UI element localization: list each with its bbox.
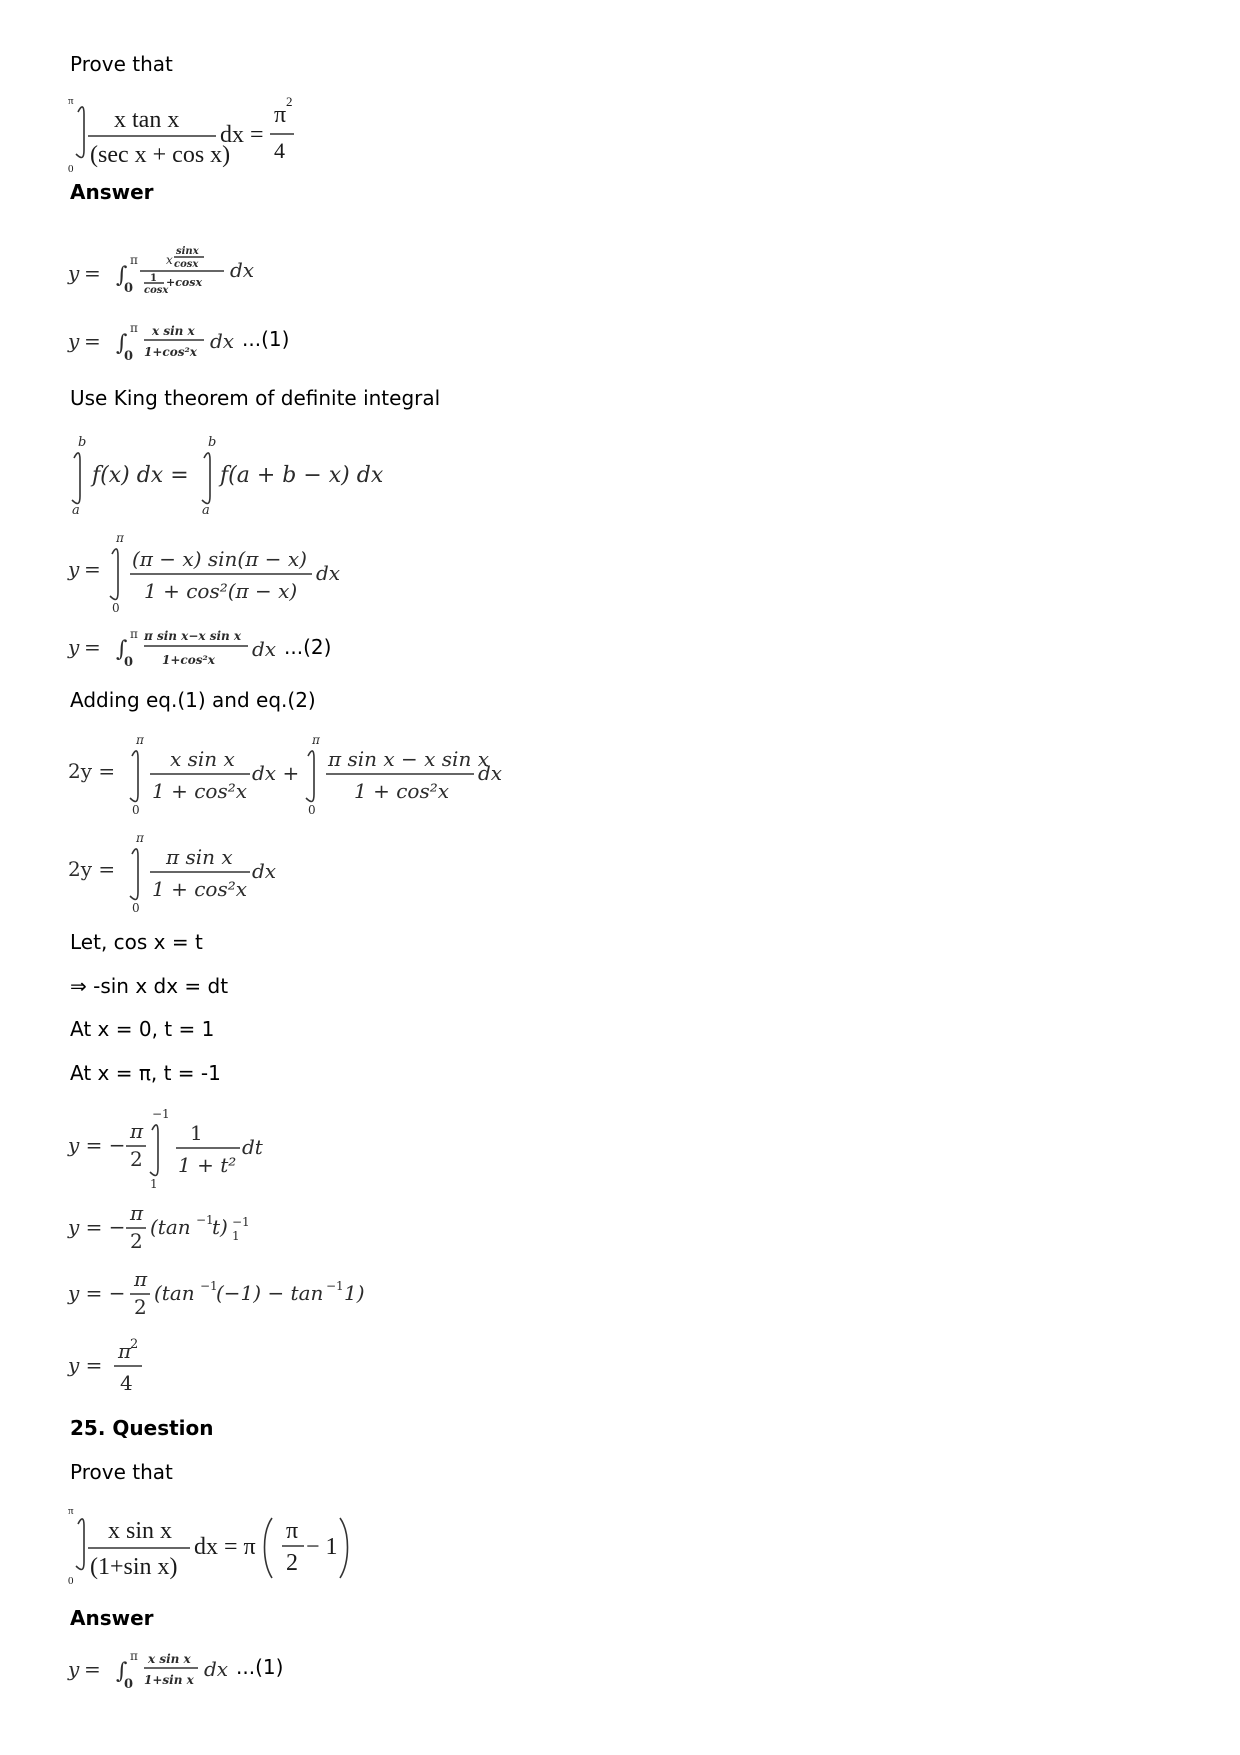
svg-text:−1: −1: [326, 1279, 344, 1293]
equation-1: [64, 322, 364, 368]
svg-text:=: =: [84, 635, 101, 659]
svg-text:π: π: [118, 1339, 132, 1363]
svg-text:cosx: cosx: [144, 285, 169, 296]
svg-text:0: 0: [68, 1575, 74, 1587]
evaluated-limits-equation: [64, 1266, 404, 1326]
svg-text:+cosx: +cosx: [166, 276, 203, 289]
svg-text:2y =: 2y =: [68, 759, 116, 783]
svg-text:π: π: [130, 1649, 138, 1663]
svg-text:y: y: [68, 557, 80, 581]
svg-text:π: π: [136, 831, 144, 845]
svg-text:−1: −1: [196, 1213, 214, 1227]
svg-text:4: 4: [274, 138, 285, 163]
equation-1-label: ...(1): [242, 327, 290, 351]
svg-text:1: 1: [190, 1121, 203, 1145]
substituted-integral: [64, 1106, 324, 1190]
question-heading: 25. Question: [70, 1416, 214, 1440]
svg-text:0: 0: [124, 655, 134, 670]
svg-text:1 + t²: 1 + t²: [178, 1153, 237, 1177]
svg-text:π: π: [68, 1505, 74, 1517]
svg-text:(tan: (tan: [150, 1215, 191, 1239]
svg-text:(1+sin x): (1+sin x): [90, 1554, 178, 1580]
svg-text:∫: ∫: [116, 1659, 128, 1684]
svg-text:=: =: [84, 329, 101, 353]
final-result-equation: [64, 1334, 224, 1402]
svg-text:1: 1: [150, 1177, 158, 1191]
svg-text:(π − x) sin(π − x): (π − x) sin(π − x): [132, 547, 307, 571]
svg-text:dx = π: dx = π: [194, 1534, 256, 1560]
king-theorem-text: Use King theorem of definite integral: [70, 386, 441, 410]
svg-text:y = −: y = −: [68, 1133, 126, 1157]
svg-text:dx: dx: [316, 561, 341, 585]
svg-text:dx: dx: [230, 258, 255, 282]
svg-text:0: 0: [112, 601, 120, 615]
svg-text:−1: −1: [232, 1215, 250, 1229]
svg-text:1: 1: [150, 273, 157, 284]
svg-text:x: x: [166, 253, 173, 267]
svg-text:f(a + b − x) dx: f(a + b − x) dx: [220, 463, 384, 488]
svg-text:dx: dx: [252, 637, 277, 661]
svg-text:2y =: 2y =: [68, 857, 116, 881]
svg-text:0: 0: [132, 901, 140, 915]
svg-text:π: π: [130, 321, 138, 335]
lower-limit-text: At x = 0, t = 1: [70, 1017, 215, 1041]
svg-text:dx: dx: [204, 1657, 229, 1681]
svg-text:a: a: [202, 503, 210, 518]
svg-text:∫: ∫: [116, 331, 128, 356]
svg-text:π: π: [312, 733, 320, 747]
svg-text:2: 2: [130, 1337, 139, 1352]
svg-text:π: π: [130, 1201, 144, 1225]
svg-text:∫: ∫: [116, 263, 128, 288]
svg-text:1 + cos²x: 1 + cos²x: [354, 779, 449, 803]
svg-text:dx =: dx =: [220, 122, 264, 148]
svg-text:x sin x: x sin x: [108, 1518, 173, 1544]
combined-equation: [64, 830, 324, 914]
upper-limit-text: At x = π, t = -1: [70, 1061, 221, 1085]
svg-text:y: y: [68, 635, 80, 659]
svg-text:=: =: [84, 261, 101, 285]
problem-equation-2: [64, 1502, 364, 1586]
svg-text:π: π: [274, 102, 287, 128]
svg-text:0: 0: [132, 803, 140, 817]
adding-text: Adding eq.(1) and eq.(2): [70, 688, 316, 712]
equation-2-label: ...(2): [284, 635, 332, 659]
prompt-text-2: Prove that: [70, 1460, 173, 1484]
svg-text:− 1: − 1: [306, 1534, 338, 1560]
svg-text:y =: y =: [68, 1353, 103, 1377]
svg-text:0: 0: [308, 803, 316, 817]
svg-text:b: b: [208, 435, 217, 450]
svg-text:(sec x + cos x): (sec x + cos x): [90, 142, 231, 168]
svg-text:2: 2: [286, 1550, 298, 1576]
svg-text:π: π: [68, 95, 74, 107]
problem-equation: [64, 92, 364, 175]
svg-text:(−1) − tan: (−1) − tan: [216, 1281, 324, 1305]
svg-text:=: =: [84, 557, 101, 581]
svg-text:−1: −1: [200, 1279, 218, 1293]
svg-text:1 + cos²(π − x): 1 + cos²(π − x): [144, 579, 298, 603]
svg-text:y: y: [68, 261, 80, 285]
substitution-text: Let, cos x = t: [70, 930, 203, 954]
svg-text:π: π: [116, 531, 124, 545]
svg-text:π sin x: π sin x: [166, 845, 233, 869]
svg-text:2: 2: [134, 1295, 147, 1319]
svg-text:y = −: y = −: [68, 1281, 126, 1305]
svg-text:∫: ∫: [116, 637, 128, 662]
differential-text: ⇒ -sin x dx = dt: [70, 974, 229, 998]
svg-text:0: 0: [124, 281, 134, 296]
answer-step-equation: [64, 244, 304, 314]
svg-text:π: π: [130, 627, 138, 641]
svg-text:π: π: [134, 1267, 148, 1291]
svg-text:y: y: [68, 329, 80, 353]
adding-equation: [64, 732, 524, 816]
svg-text:dt: dt: [242, 1135, 263, 1159]
svg-text:dx: dx: [252, 859, 277, 883]
svg-text:t): t): [212, 1215, 228, 1239]
svg-text:1 + cos²x: 1 + cos²x: [152, 779, 247, 803]
svg-text:a: a: [72, 503, 80, 518]
antiderivative-equation: [64, 1200, 324, 1260]
svg-text:cosx: cosx: [174, 259, 199, 270]
svg-text:x sin x: x sin x: [148, 1652, 191, 1666]
prompt-text: Prove that: [70, 52, 173, 76]
svg-text:4: 4: [120, 1371, 133, 1395]
equation-1-q25: [64, 1650, 364, 1696]
svg-text:−1: −1: [152, 1107, 170, 1121]
svg-text:1+cos²x: 1+cos²x: [162, 653, 215, 667]
svg-text:0: 0: [124, 349, 134, 364]
svg-text:1+cos²x: 1+cos²x: [144, 345, 197, 359]
svg-text:0: 0: [124, 1677, 134, 1692]
svg-text:π: π: [136, 733, 144, 747]
svg-text:π: π: [130, 253, 138, 267]
king-theorem-equation: [64, 432, 424, 518]
svg-text:sinx: sinx: [176, 246, 199, 257]
svg-text:1): 1): [344, 1281, 365, 1305]
svg-text:2: 2: [286, 94, 293, 109]
svg-text:1+sin x: 1+sin x: [144, 1673, 194, 1687]
svg-text:dx: dx: [210, 329, 235, 353]
svg-text:=: =: [84, 1657, 101, 1681]
equation-1-q25-label: ...(1): [236, 1655, 284, 1679]
svg-text:dx: dx: [478, 761, 503, 785]
svg-text:dx +: dx +: [252, 761, 300, 785]
svg-text:1 + cos²x: 1 + cos²x: [152, 877, 247, 901]
svg-text:y: y: [68, 1657, 80, 1681]
svg-text:b: b: [78, 435, 87, 450]
svg-text:2: 2: [130, 1147, 143, 1171]
svg-text:0: 0: [68, 163, 74, 175]
equation-2: [64, 626, 384, 674]
svg-text:x tan x: x tan x: [114, 107, 180, 133]
svg-text:π: π: [286, 1518, 299, 1544]
svg-text:(tan: (tan: [154, 1281, 195, 1305]
answer-label-2: Answer: [70, 1606, 154, 1630]
svg-text:π sin x−x sin x: π sin x−x sin x: [144, 629, 242, 643]
king-substitution-equation: [64, 530, 364, 614]
svg-text:1: 1: [232, 1229, 240, 1243]
svg-text:f(x) dx =: f(x) dx =: [92, 463, 189, 488]
svg-text:2: 2: [130, 1229, 143, 1253]
svg-text:x sin x: x sin x: [170, 747, 235, 771]
answer-label: Answer: [70, 180, 154, 204]
svg-text:π sin x − x sin x: π sin x − x sin x: [328, 747, 489, 771]
svg-text:y = −: y = −: [68, 1215, 126, 1239]
svg-text:x sin x: x sin x: [152, 324, 195, 338]
svg-text:π: π: [130, 1119, 144, 1143]
